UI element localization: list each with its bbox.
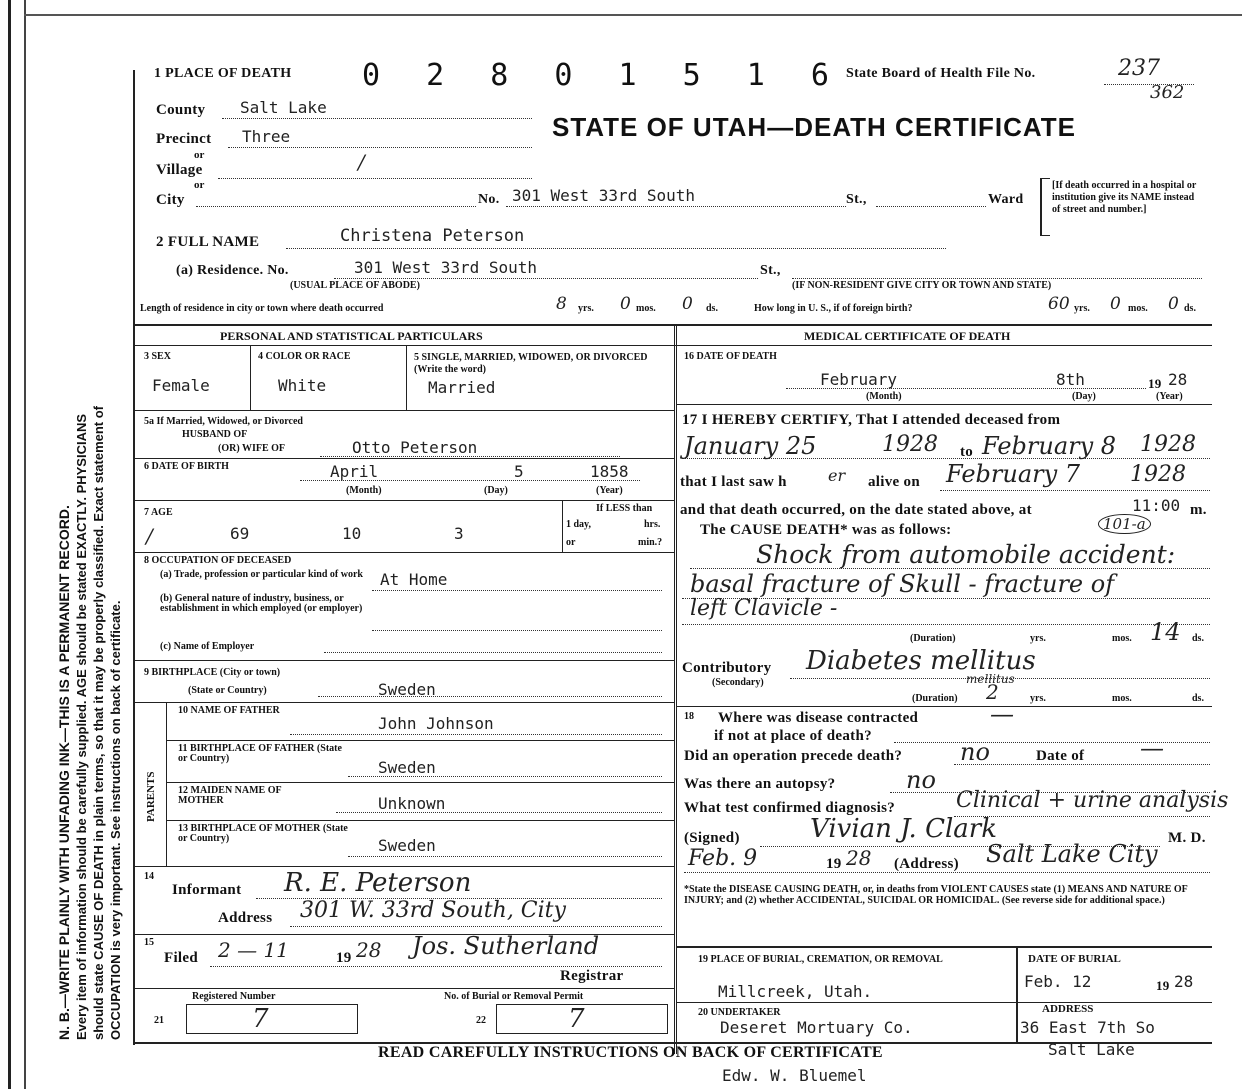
spouse-label-3: (OR) WIFE OF	[218, 443, 286, 454]
last-saw-year: 1928	[1130, 462, 1186, 487]
certificate-title: STATE OF UTAH—DEATH CERTIFICATE	[552, 112, 1076, 142]
residence-label: (a) Residence. No.	[176, 263, 289, 278]
us-yrs: 60	[1048, 294, 1070, 314]
less-or: or	[566, 537, 576, 548]
informant-num: 14	[144, 871, 154, 882]
full-name-line	[286, 248, 946, 249]
address-line	[684, 872, 1210, 873]
filed-date: 2 — 11	[218, 938, 289, 962]
undertaker-value: Deseret Mortuary Co.	[720, 1018, 913, 1037]
form-left-border	[133, 70, 135, 1045]
burial-date-label: DATE OF BURIAL	[1028, 953, 1121, 965]
duration2-label: (Duration)	[912, 693, 958, 704]
length-ds: 0	[682, 294, 693, 314]
to-label: to	[960, 444, 974, 460]
signed-year: 28	[846, 846, 872, 870]
section-top-rule	[134, 324, 1212, 326]
birthplace-line	[318, 696, 662, 697]
column-divider	[674, 324, 677, 1054]
burial-permit-label: No. of Burial or Removal Permit	[444, 991, 584, 1002]
bottom-name: Edw. W. Bluemel	[722, 1066, 867, 1085]
father-birthplace-value: Sweden	[378, 758, 436, 777]
filed-label: Filed	[164, 950, 198, 966]
burial-rule	[676, 946, 1212, 948]
last-saw-label: that I last saw h	[680, 474, 787, 490]
operation-question: Did an operation precede death?	[684, 748, 903, 764]
cause-line-3	[682, 624, 1210, 625]
dod-year-label: (Year)	[1156, 391, 1183, 402]
registrar-label: Registrar	[560, 968, 624, 984]
dob-day-label: (Day)	[484, 485, 508, 496]
test-answer: Clinical + urine analysis	[956, 788, 1229, 813]
address-label: (Address)	[894, 856, 959, 872]
occupation-b: (b) General nature of industry, business, or establishment in which employed (or employer)	[160, 593, 363, 614]
row-rule-12	[134, 988, 674, 989]
occupation-c: (c) Name of Employer	[160, 641, 255, 652]
father-line	[290, 734, 662, 735]
non-resident-note: (IF NON-RESIDENT GIVE CITY OR TOWN AND STATE)	[792, 280, 1052, 291]
row-rule-7	[166, 740, 674, 741]
mother-label: 12 MAIDEN NAME OF MOTHER	[178, 785, 282, 806]
cause-code: 101-a	[1098, 514, 1151, 534]
date-of-label: Date of	[1036, 748, 1085, 764]
informant-address-line	[290, 926, 662, 927]
informant-label: Informant	[172, 882, 242, 898]
dod-day: 8th	[1056, 370, 1085, 389]
q18-num: 18	[684, 711, 694, 722]
dob-day: 5	[514, 462, 524, 481]
us-ds-label: ds.	[1184, 303, 1196, 314]
us-mos-label: mos.	[1128, 303, 1148, 314]
undertaker-address-2: Salt Lake	[1048, 1040, 1135, 1059]
row-rule-4	[134, 552, 674, 553]
or-2: or	[194, 179, 205, 191]
us-ds: 0	[1168, 294, 1179, 314]
file-no-top: 237	[1118, 56, 1160, 81]
contrib-note: mellitus	[966, 672, 1015, 686]
burial-permit-value: 7	[568, 1004, 585, 1034]
duration2-yrs: yrs.	[1030, 693, 1046, 704]
full-name-label: 2 FULL NAME	[156, 234, 260, 250]
residence-state-line	[792, 278, 1202, 279]
row-rule-6	[134, 702, 674, 703]
sheet-edge	[8, 0, 11, 1089]
us-yrs-label: yrs.	[1074, 303, 1090, 314]
length-mos: 0	[620, 294, 631, 314]
street-line	[506, 206, 846, 207]
full-name-value: Christena Peterson	[340, 226, 525, 246]
duration-ds-value: 14	[1150, 618, 1181, 646]
signed-label: (Signed)	[684, 830, 740, 846]
row-rule-3	[134, 500, 674, 501]
dod-month: February	[820, 370, 898, 389]
place-of-death-label: 1 PLACE OF DEATH	[154, 66, 292, 81]
ward-label: Ward	[988, 192, 1024, 207]
county-label: County	[156, 102, 206, 118]
informant-address: 301 W. 33rd South, City	[300, 898, 566, 923]
birthplace-label: 9 BIRTHPLACE (City or town)	[144, 667, 281, 678]
age-divider	[562, 500, 563, 552]
to-year: 1928	[1140, 432, 1196, 457]
precinct-label: Precinct	[156, 131, 212, 147]
cause-1: Shock from automobile accident:	[756, 540, 1176, 569]
dod-year-pre: 19	[1148, 376, 1162, 391]
reg-num-label: Registered Number	[192, 991, 276, 1002]
cause-footnote: *State the DISEASE CAUSING DEATH, or, in deaths from VIOLENT CAUSES state (1) MEANS AND NATURE OF INJURY; and (2) whether ACCIDENTAL, SUICIDAL OR HOMICIDAL. (See reverse side for additional space.)	[684, 884, 1188, 906]
dob-year: 1858	[590, 462, 629, 481]
secondary-label: (Secondary)	[712, 677, 764, 688]
burial-year: 28	[1174, 972, 1194, 991]
village-line	[218, 178, 532, 179]
med-rule-1	[676, 404, 1212, 405]
usual-abode: (USUAL PLACE OF ABODE)	[290, 280, 420, 291]
spouse-label-1: 5a If Married, Widowed, or Divorced	[144, 416, 303, 427]
n21: 21	[154, 1015, 164, 1026]
village-label: Village	[156, 162, 203, 178]
duration-label: (Duration)	[910, 633, 956, 644]
disease-answer: —	[990, 700, 1014, 728]
operation-line	[954, 764, 1210, 765]
color-value: White	[278, 376, 327, 395]
st-label: St.,	[846, 192, 867, 207]
test-question: What test confirmed diagnosis?	[684, 800, 896, 816]
color-divider	[406, 346, 407, 410]
village-value: /	[358, 150, 365, 174]
signed-value: Vivian J. Clark	[810, 814, 997, 844]
informant-address-label: Address	[218, 910, 273, 926]
ward-bracket	[1040, 178, 1050, 236]
undertaker-address-label: ADDRESS	[1042, 1003, 1094, 1015]
cause-3: left Clavicle -	[690, 596, 838, 621]
last-saw-her: er	[828, 466, 846, 485]
less-label-2: 1 day,	[566, 519, 592, 530]
dob-label: 6 DATE OF BIRTH	[144, 461, 229, 472]
dob-month: April	[330, 462, 379, 481]
occupation-b-line	[372, 630, 662, 631]
county-value: Salt Lake	[240, 98, 327, 117]
burial-label: 19 PLACE OF BURIAL, CREMATION, OR REMOVAL	[698, 954, 943, 965]
sidebar-line-4: OCCUPATION is very important. See instructions on back of certificate.	[108, 600, 123, 1040]
length-ds-label: ds.	[706, 303, 718, 314]
cause-label: The CAUSE DEATH* was as follows:	[700, 522, 952, 538]
disease-question: Where was disease contracted	[718, 710, 919, 726]
occupation-value: At Home	[380, 570, 448, 589]
last-saw-line	[940, 490, 1210, 491]
sheet-edge	[24, 0, 26, 1089]
dod-year: 28	[1168, 370, 1188, 389]
sidebar-line-2: Every item of information should be carefully supplied. AGE should be stated EXACTLY. PHYSICIANS	[74, 413, 89, 1040]
father-birthplace-label: 11 BIRTHPLACE OF FATHER (State or Country)	[178, 743, 342, 764]
residence-st: St.,	[760, 263, 781, 278]
autopsy-answer: no	[906, 766, 936, 794]
file-label: State Board of Health File No.	[846, 66, 1036, 81]
length-mos-label: mos.	[636, 303, 656, 314]
instructions-footer: READ CAREFULLY INSTRUCTIONS ON BACK OF CERTIFICATE	[378, 1044, 883, 1061]
duration2-mos: mos.	[1112, 693, 1132, 704]
file-no-bottom: 362	[1150, 82, 1185, 103]
row-rule-5	[134, 660, 674, 661]
undertaker-label: 20 UNDERTAKER	[698, 1007, 781, 1018]
dob-month-label: (Month)	[346, 485, 382, 496]
age-label: 7 AGE	[144, 507, 173, 518]
from-date: January 25	[684, 432, 817, 460]
autopsy-question: Was there an autopsy?	[684, 776, 836, 792]
city-line	[196, 206, 476, 207]
undertaker-address-1: 36 East 7th So	[1020, 1018, 1155, 1037]
birthplace-value: Sweden	[378, 680, 436, 699]
age-mark: /	[146, 524, 153, 548]
burial-value: Millcreek, Utah.	[718, 982, 873, 1001]
sidebar-line-1: N. B.—WRITE PLAINLY WITH UNFADING INK—THIS IS A PERMANENT RECORD.	[56, 505, 72, 1040]
disease-question-2: if not at place of death?	[714, 728, 872, 744]
spouse-label-2: HUSBAND OF	[182, 429, 248, 440]
row-rule-8	[166, 782, 674, 783]
father-value: John Johnson	[378, 714, 494, 733]
parents-divider	[166, 702, 167, 866]
from-year: 1928	[882, 432, 938, 457]
age-ds: 3	[454, 524, 464, 543]
residence-line	[334, 278, 758, 279]
father-label: 10 NAME OF FATHER	[178, 705, 280, 716]
mother-birthplace-label: 13 BIRTHPLACE OF MOTHER (State or Country)	[178, 823, 348, 844]
or-1: or	[194, 149, 205, 161]
duration-ds: ds.	[1192, 633, 1204, 644]
contrib-value: Diabetes mellitus	[806, 646, 1036, 676]
m-label: m.	[1190, 502, 1207, 518]
time-value: 11:00	[1132, 496, 1181, 515]
parents-label: PARENTS	[145, 771, 157, 822]
residence-value: 301 West 33rd South	[354, 258, 538, 277]
length-yrs-label: yrs.	[578, 303, 594, 314]
occupation-a: (a) Trade, profession or particular kind of work	[160, 569, 363, 580]
contributory-label: Contributory	[682, 660, 772, 676]
street-value: 301 West 33rd South	[512, 186, 696, 205]
color-label: 4 COLOR OR RACE	[258, 351, 351, 362]
certify-label: 17 I HEREBY CERTIFY, That I attended deceased from	[682, 412, 1061, 428]
med-rule-2	[676, 706, 1212, 707]
md-label: M. D.	[1168, 830, 1206, 846]
duration-mos: mos.	[1112, 633, 1132, 644]
signed-year-pre: 19	[826, 856, 842, 872]
row-rule-9	[166, 820, 674, 821]
registrar-signature: Jos. Sutherland	[412, 932, 600, 960]
alive-on-label: alive on	[868, 474, 920, 490]
spouse-value: Otto Peterson	[352, 438, 478, 457]
burial-divider	[1016, 946, 1018, 1042]
row-rule-10	[134, 866, 674, 867]
length-yrs: 8	[556, 294, 567, 314]
filed-num: 15	[144, 937, 154, 948]
length-label: Length of residence in city or town where death occurred	[140, 303, 384, 314]
reg-num-value: 7	[252, 1004, 269, 1034]
mother-birthplace-line	[348, 856, 662, 857]
us-mos: 0	[1110, 294, 1121, 314]
county-line	[222, 118, 532, 119]
reg-num-box	[186, 1004, 358, 1034]
age-yrs: 69	[230, 524, 250, 543]
less-hrs: hrs.	[644, 519, 661, 530]
dob-year-label: (Year)	[596, 485, 623, 496]
duration2-yrs-value: 2	[986, 680, 999, 704]
duration-yrs: yrs.	[1030, 633, 1046, 644]
mother-value: Unknown	[378, 794, 446, 813]
row-rule-2	[134, 458, 674, 459]
marital-label: 5 SINGLE, MARRIED, WIDOWED, OR DIVORCED (Write the word)	[414, 352, 648, 375]
city-no-label: No.	[478, 192, 500, 207]
filed-year-pre: 19	[336, 950, 352, 966]
n22: 22	[476, 1015, 486, 1026]
burial-date: Feb. 12	[1024, 972, 1092, 991]
dod-day-label: (Day)	[1072, 391, 1096, 402]
last-saw-date: February 7	[946, 460, 1081, 488]
doctor-address: Salt Lake City	[986, 840, 1158, 868]
less-min: min.?	[638, 537, 663, 548]
cause-2: basal fracture of Skull - fracture of	[690, 570, 1115, 598]
employer-line	[324, 652, 662, 653]
operation-answer: no	[960, 738, 990, 766]
sex-label: 3 SEX	[144, 351, 171, 362]
section-header-rule	[134, 345, 1212, 346]
personal-header: PERSONAL AND STATISTICAL PARTICULARS	[220, 329, 483, 343]
informant-value: R. E. Peterson	[284, 868, 472, 898]
occupation-line	[372, 590, 662, 591]
dod-label: 16 DATE OF DEATH	[684, 351, 777, 362]
medical-header: MEDICAL CERTIFICATE OF DEATH	[804, 329, 1011, 343]
age-mos: 10	[342, 524, 362, 543]
to-date: February 8	[982, 432, 1117, 460]
sex-divider	[250, 346, 251, 410]
file-number-stamp: 0 2 8 0 1 5 1 6	[362, 58, 843, 93]
less-label-1: If LESS than	[596, 503, 653, 514]
date-of-answer: —	[1140, 734, 1164, 762]
foreign-label: How long in U. S., if of foreign birth?	[754, 303, 913, 314]
mother-birthplace-value: Sweden	[378, 836, 436, 855]
precinct-line	[228, 147, 532, 148]
row-rule-1	[134, 410, 674, 411]
sex-value: Female	[152, 376, 210, 395]
ward-note: [If death occurred in a hospital or institution give its NAME instead of street and number.]	[1052, 180, 1197, 215]
undertaker-rule	[676, 1002, 1212, 1003]
sheet-top-edge	[24, 14, 1242, 16]
duration2-ds: ds.	[1192, 693, 1204, 704]
ward-blank-line	[876, 206, 986, 207]
marital-value: Married	[428, 378, 496, 397]
occupation-label: 8 OCCUPATION OF DECEASED	[144, 555, 292, 566]
occurred-label: and that death occurred, on the date stated above, at	[680, 502, 1032, 518]
burial-year-pre: 19	[1156, 978, 1170, 993]
birthplace-state-label: (State or Country)	[188, 685, 267, 696]
sidebar-line-3: should state CAUSE OF DEATH in plain terms, so that it may be properly classified. Exact statement of	[91, 405, 106, 1040]
filed-line	[210, 966, 662, 967]
city-label: City	[156, 192, 185, 208]
dod-month-label: (Month)	[866, 391, 902, 402]
filed-year: 28	[356, 938, 382, 962]
precinct-value: Three	[242, 127, 291, 146]
signed-date: Feb. 9	[688, 846, 758, 871]
